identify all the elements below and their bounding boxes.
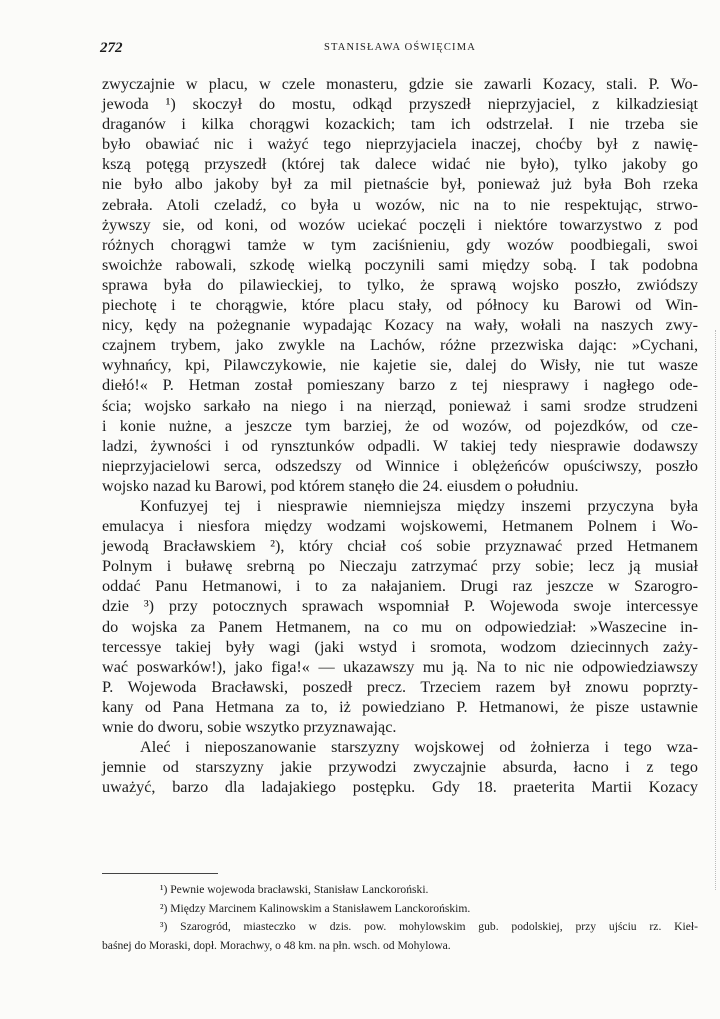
text-line: nie było albo jakoby był za mil pietnaście był, ponieważ już była Boh rzeka <box>102 175 698 194</box>
text-line: jewodą Bracławskiem ²), który chciał coś sobie przyznawać przed Hetmanem <box>102 537 698 556</box>
text-line: zebrała. Atoli czeladź, co była u wozów, nic na to nie respektując, strwo- <box>102 195 698 214</box>
text-line: sprawa była do pilawieckiej, to tylko, że sprawą wojsko poszło, zwiódszy <box>102 275 698 294</box>
running-head <box>100 40 700 60</box>
text-line: oddać Panu Hetmanowi, i to za nałajaniem. Drugi raz jeszcze w Szarogro- <box>102 577 698 596</box>
footnote-line: ²) Między Marcinem Kalinowskim a Stanisławem Lanckorońskim. <box>160 901 471 915</box>
footnote-line: baśnej do Moraski, dopł. Morachwy, o 48 km. na płn. wsch. od Mohylowa. <box>102 938 451 952</box>
text-line: wać poswarków!), jako figa!« — ukazawszy mu ją. Na to nic nie odpowiedziawszy <box>102 657 698 676</box>
text-line: było obawiać nic i ważyć tego nieprzyjaciela inaczej, choćby był z nawię- <box>102 135 698 154</box>
text-line: ladzi, żywności i od rynsztunków odpadli. W takiej tedy niesprawie dodawszy <box>102 436 698 455</box>
footnote-line: ³) Szarogród, miasteczko w dzis. pow. mohylowskim gub. podolskiej, przy ujściu rz. Kieł- <box>160 920 698 933</box>
text-line: wojsko nazad ku Barowi, pod którem stanęło die 24. eiusdem o południu. <box>102 476 579 495</box>
text-line: nieprzyjacielowi serca, odszedszy od Winnice i oblężeńców opuściwszy, poszło <box>102 456 698 475</box>
text-line: wnie do dworu, sobie wszytko przyznawając. <box>102 718 397 736</box>
text-line: nicy, kędy na pożegnanie wypadając Kozacy na wały, wołali na naszych zwy- <box>102 316 698 335</box>
text-line: diełó!« P. Hetman został pomieszany barzo z tej niesprawy i nagłego ode- <box>102 376 698 395</box>
text-line: ścia; wojsko sarkało na niego i na nierząd, ponieważ i sami srodze strudzeni <box>102 396 698 415</box>
text-line: uważyć, barzo dla ladajakiego postępku. Gdy 18. praeterita Martii Kozacy <box>102 778 698 797</box>
text-line: do wojska za Panem Hetmanem, na co mu on odpowiedział: »Waszecine in- <box>102 617 698 636</box>
text-line: różnych chorągwi tamże w tym zaciśnieniu, gdy wozów poodbiegali, swoi <box>102 235 698 254</box>
text-line: P. Wojewoda Bracławski, poszedł precz. Trzeciem razem był znowu poprzty- <box>102 677 698 696</box>
text-line: kany od Pana Hetmana za to, iż powiedziano P. Hetmanowi, że pisze ustawnie <box>102 697 698 716</box>
text-line: draganów i kilka chorągwi kozackich; tam ich odstrzelał. I nie trzeba sie <box>102 115 698 134</box>
text-line: emulacya i niesfora między wodzami wojskowemi, Hetmanem Polnem i Wo- <box>102 517 698 536</box>
text-line: jemnie od starszyzny jakie przywodzi zwyczajnie absurda, łacno i z tego <box>102 758 698 777</box>
text-line: jewoda ¹) skoczył do mostu, odkąd przyszedł nieprzyjaciel, z kilkadziesiąt <box>102 95 698 114</box>
footnotes <box>102 881 698 955</box>
text-line: dzie ³) przy potocznych sprawach wspomniał P. Wojewoda swoje intercessye <box>102 597 698 616</box>
text-line: żywszy sie, od koni, od wozów uciekać poczęli i niektóre towarzystwo z pod <box>102 215 698 234</box>
text-line: zwyczajnie w placu, w czele monasteru, gdzie sie zawarli Kozacy, stali. P. Wo- <box>102 75 698 93</box>
text-line: swoichże rabowali, szkodę wielką poczynili sami między sobą. I tak podobna <box>102 255 698 274</box>
scan-margin-mark <box>714 330 716 890</box>
running-title: STANISŁAWA OŚWIĘCIMA <box>323 42 477 53</box>
page-number: 272 <box>100 40 123 56</box>
footnote-rule <box>102 873 218 874</box>
text-line: kszą potęgą przyszedł (której tak dalece widać nie było), tylko jakoby go <box>102 155 698 174</box>
footnote-line: ¹) Pewnie wojewoda bracławski, Stanisław Lanckoroński. <box>160 883 429 896</box>
text-line: i konie nużne, a jeszcze tym barziej, że od wozów, od pojezdków, od cze- <box>102 416 698 435</box>
text-line: Polnym i buławę srebrną po Nieczaju zatrzymać przy sobie; lecz ją musiał <box>102 557 698 576</box>
text-line: czajnem trybem, jako zwykle na Lachów, różne przezwiska dając: »Cychani, <box>102 336 698 355</box>
text-line: Aleć i nieposzanowanie starszyzny wojskowej od żołnierza i tego wza- <box>140 738 698 757</box>
text-line: Konfuzyej tej i niesprawie niemniejsza między inszemi przyczyna była <box>140 496 698 515</box>
text-line: tercessye takiej były wagi (jaki wstyd i sromota, wodzom dziecinnych zaży- <box>102 637 698 656</box>
text-line: wyhnańcy, kpi, Pilawczykowie, nie kajetie sie, dalej do Wisły, nie tut wasze <box>102 356 698 375</box>
body-text <box>102 74 698 797</box>
text-line: piechotę i te chorągwie, które placu stały, od północy ku Barowi od Win- <box>102 296 698 315</box>
